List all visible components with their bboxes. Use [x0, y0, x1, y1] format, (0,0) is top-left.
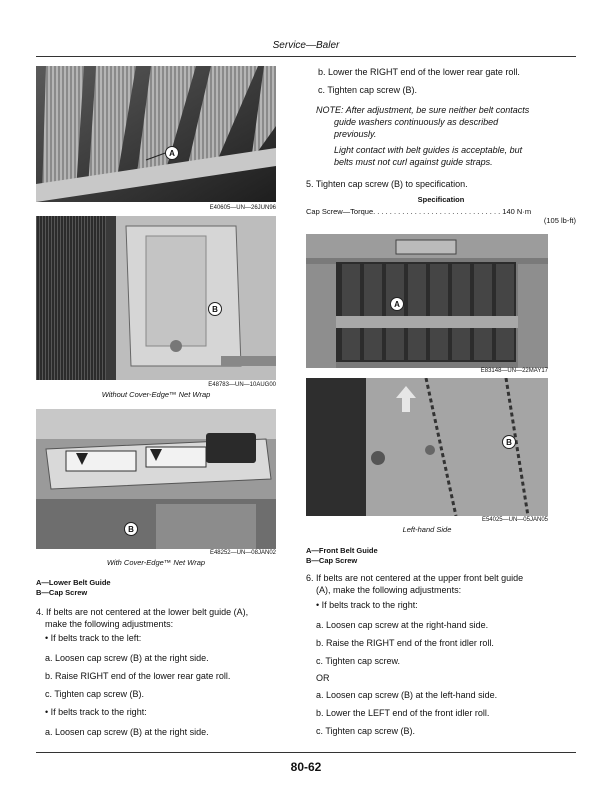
legend-b: B—Cap Screw [306, 556, 358, 565]
legend-a: A—Lower Belt Guide [36, 578, 111, 587]
step-b-lower-right: b. Lower the RIGHT end of the lower rear gate roll. [318, 67, 520, 77]
step-4c: c. Tighten cap screw (B). [45, 689, 145, 699]
note-line-3: previously. [334, 129, 377, 139]
note-line-2: guide washers continuously as described [334, 117, 499, 127]
photo-with-cover-edge [36, 409, 276, 549]
callout-b: B [502, 435, 516, 449]
step-6b: b. Raise the RIGHT end of the front idler roll. [316, 638, 494, 648]
step-6c-alt: c. Tighten cap screw (B). [316, 726, 416, 736]
bullet-track-right [316, 599, 418, 611]
note-line-4: Light contact with belt guides is acceptable, but [334, 145, 523, 155]
step-5: 5. Tighten cap screw (B) to specification. [306, 179, 468, 189]
step-4a: a. Loosen cap screw (B) at the right side. [45, 653, 209, 663]
header-rule [36, 56, 576, 57]
step-4a-right: a. Loosen cap screw (B) at the right side. [45, 727, 209, 737]
footer-rule [36, 752, 576, 753]
step-4-intro: 4. If belts are not centered at the lower belt guide (A), [36, 607, 249, 617]
bullet-track-left [45, 632, 141, 644]
bullet-label: If belts track to the right: [321, 600, 418, 610]
spec-torque-imperial: (105 lb-ft) [543, 216, 576, 225]
figure-caption: Without Cover-Edge™ Net Wrap [101, 390, 211, 399]
step-4b: b. Raise RIGHT end of the lower rear gate roll. [45, 671, 231, 681]
step-6c: c. Tighten cap screw. [316, 656, 401, 666]
step-6-intro-cont: (A), make the following adjustments: [316, 585, 462, 595]
spec-heading: Specification [417, 195, 465, 204]
bullet-track-right [45, 706, 147, 718]
callout-a: A [390, 297, 404, 311]
figure-id: E54025—UN—05JAN05 [481, 517, 548, 523]
note-line-5: belts must not curl against guide straps. [334, 157, 493, 167]
callout-a: A [165, 146, 179, 160]
page-number: 80-62 [290, 760, 322, 774]
bullet-dot: • [316, 600, 322, 610]
step-6a: a. Loosen cap screw at the right-hand side. [316, 620, 489, 630]
bullet-dot: • [45, 707, 51, 717]
figure-id: E83148—UN—22MAY17 [480, 368, 548, 374]
callout-b: B [208, 302, 222, 316]
bullet-dot: • [45, 633, 51, 643]
or-separator: OR [316, 673, 330, 683]
step-6b-alt: b. Lower the LEFT end of the front idler roll. [316, 708, 490, 718]
page-header-title: Service—Baler [272, 40, 340, 51]
spec-torque: Cap Screw—Torque. . . . . . . . . . . . . . . . . . . . . . . . . . . . . . . 140 N·m [306, 207, 532, 216]
legend-a: A—Front Belt Guide [306, 546, 378, 555]
step-6-intro: 6. If belts are not centered at the upper front belt guide [306, 573, 524, 583]
photo-front-belt-guide [306, 234, 548, 368]
photo-lower-belt-guide [36, 66, 276, 202]
figure-id: E48783—UN—10AUG00 [208, 382, 276, 388]
step-4-intro-cont: make the following adjustments: [45, 619, 174, 629]
bullet-label: If belts track to the left: [50, 633, 142, 643]
step-c-tighten: c. Tighten cap screw (B). [318, 85, 418, 95]
step-6a-alt: a. Loosen cap screw (B) at the left-hand side. [316, 690, 498, 700]
photo-without-cover-edge [36, 216, 276, 380]
callout-b: B [124, 522, 138, 536]
figure-id: E40605—UN—26JUN96 [209, 205, 276, 211]
figure-caption: Left-hand Side [402, 525, 452, 534]
legend-b: B—Cap Screw [36, 588, 88, 597]
figure-caption: With Cover-Edge™ Net Wrap [106, 558, 206, 567]
note-line-1: NOTE: After adjustment, be sure neither belt contacts [316, 105, 530, 115]
bullet-label: If belts track to the right: [50, 707, 147, 717]
figure-id: E48252—UN—08JAN02 [209, 550, 276, 556]
